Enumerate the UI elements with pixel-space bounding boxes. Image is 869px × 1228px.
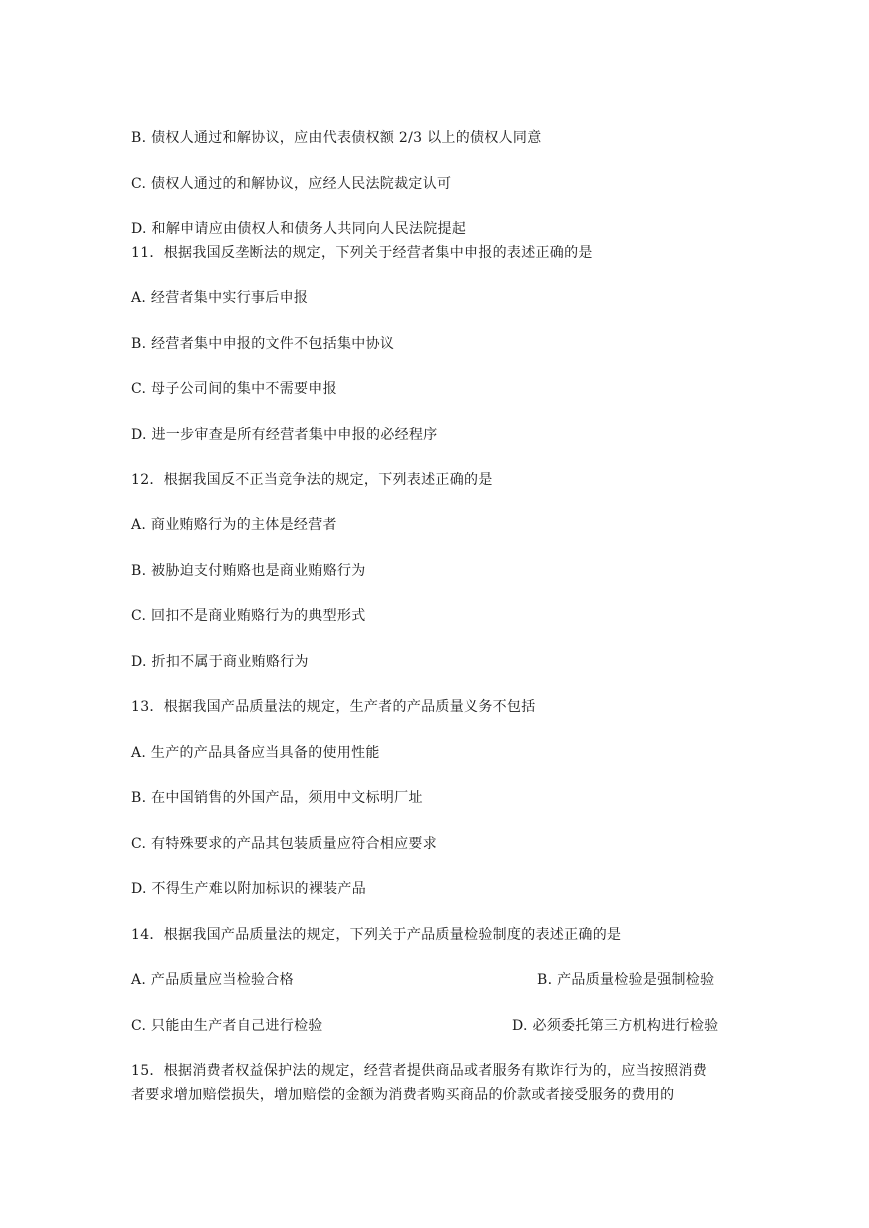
q15-stem-line1: 15．根据消费者权益保护法的规定，经营者提供商品或者服务有欺诈行为的，应当按照消费 <box>131 1063 708 1079</box>
q13-stem: 13．根据我国产品质量法的规定，生产者的产品质量义务不包括 <box>131 699 536 715</box>
q14-option-d: D. 必须委托第三方机构进行检验 <box>512 1018 719 1034</box>
q12-option-a: A. 商业贿赂行为的主体是经营者 <box>131 517 337 533</box>
q11-stem: 11．根据我国反垄断法的规定，下列关于经营者集中申报的表述正确的是 <box>131 245 593 261</box>
q13-option-c: C. 有特殊要求的产品其包装质量应符合相应要求 <box>131 836 438 852</box>
q15-stem-line2: 者要求增加赔偿损失，增加赔偿的金额为消费者购买商品的价款或者接受服务的费用的 <box>131 1087 675 1103</box>
q13-option-b: B. 在中国销售的外国产品，须用中文标明厂址 <box>131 790 423 806</box>
q14-option-c: C. 只能由生产者自己进行检验 <box>131 1018 323 1034</box>
q12-option-c: C. 回扣不是商业贿赂行为的典型形式 <box>131 608 366 624</box>
q10-option-b: B. 债权人通过和解协议，应由代表债权额 2/3 以上的债权人同意 <box>131 130 542 146</box>
q11-option-b: B. 经营者集中申报的文件不包括集中协议 <box>131 336 395 352</box>
q11-option-c: C. 母子公司间的集中不需要申报 <box>131 381 337 397</box>
q10-option-d: D. 和解申请应由债权人和债务人共同向人民法院提起 <box>131 221 467 237</box>
q12-option-d: D. 折扣不属于商业贿赂行为 <box>131 654 309 670</box>
q14-stem: 14．根据我国产品质量法的规定，下列关于产品质量检验制度的表述正确的是 <box>131 927 622 943</box>
q12-option-b: B. 被胁迫支付贿赂也是商业贿赂行为 <box>131 563 366 579</box>
q11-option-d: D. 进一步审查是所有经营者集中申报的必经程序 <box>131 427 438 443</box>
q14-option-a: A. 产品质量应当检验合格 <box>131 972 294 988</box>
q13-option-a: A. 生产的产品具备应当具备的使用性能 <box>131 745 380 761</box>
q11-option-a: A. 经营者集中实行事后申报 <box>131 290 309 306</box>
q10-option-c: C. 债权人通过的和解协议，应经人民法院裁定认可 <box>131 176 452 192</box>
q13-option-d: D. 不得生产难以附加标识的裸装产品 <box>131 881 367 897</box>
q14-option-b: B. 产品质量检验是强制检验 <box>537 972 715 988</box>
q12-stem: 12．根据我国反不正当竞争法的规定，下列表述正确的是 <box>131 472 493 488</box>
